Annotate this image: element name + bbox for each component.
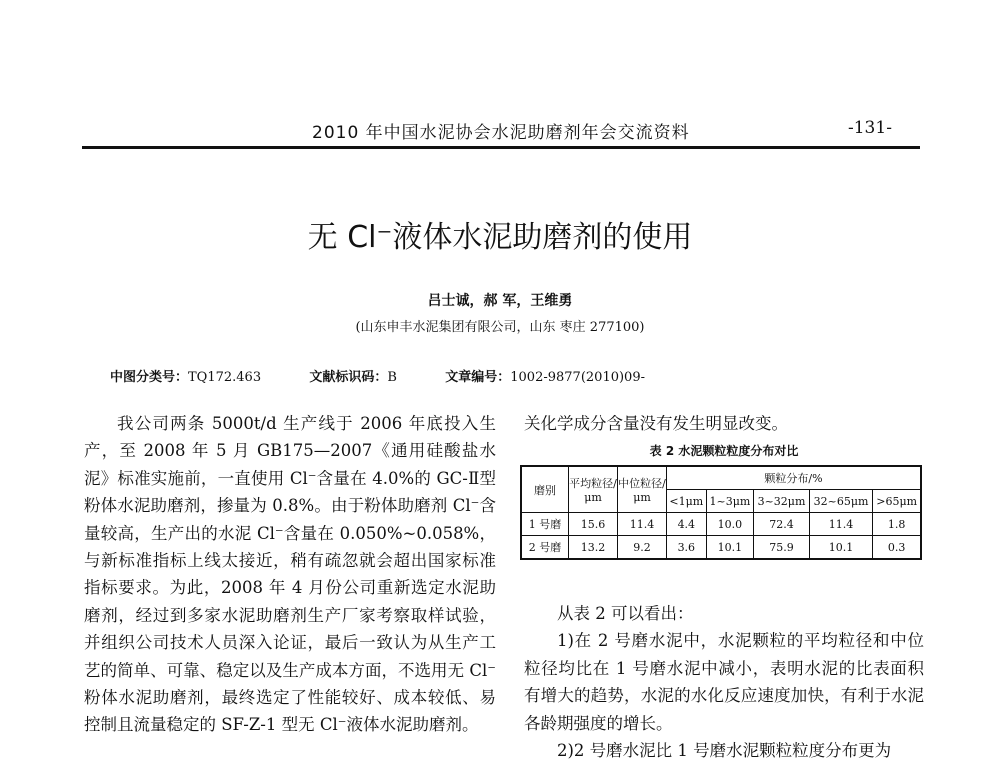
doc-label: 文献标识码：: [309, 370, 388, 385]
cell-d4: 10.1: [809, 536, 873, 560]
clc-code: [110, 366, 261, 385]
point-2: 2)2 号磨水泥比 1 号磨水泥颗粒粒度分布更为: [557, 741, 892, 761]
cell-d5: 0.3: [873, 536, 921, 560]
from-table-line: 从表 2 可以看出：: [557, 604, 694, 623]
affiliation: (山东申丰水泥集团有限公司，山东 枣庄 277100): [355, 320, 645, 335]
cell-d2: 10.0: [706, 513, 754, 536]
cell-avg: 15.6: [569, 513, 618, 536]
th-3-32: 3~32μm: [754, 490, 810, 513]
id-label: 文章编号：: [445, 370, 511, 385]
cell-d1: 3.6: [667, 536, 707, 560]
table-caption: 表 2 水泥颗粒粒度分布对比: [649, 444, 799, 458]
cell-median: 9.2: [618, 536, 667, 560]
doc-code: [309, 366, 397, 385]
table-row: [521, 536, 921, 560]
authors: 吕士诚，郝 军，王维勇: [427, 293, 573, 309]
doc-value: B: [387, 370, 397, 385]
continued-line: 关化学成分含量没有发生明显改变。: [524, 414, 788, 433]
cell-d4: 11.4: [809, 513, 873, 536]
cell-d3: 75.9: [754, 536, 810, 560]
particle-size-table: [520, 465, 922, 560]
page-number: -131-: [848, 118, 892, 138]
header-title: 2010 年中国水泥协会水泥助磨剂年会交流资料: [312, 123, 690, 143]
th-32-65: 32~65μm: [809, 490, 873, 513]
classification-line: [110, 366, 645, 385]
article-id: [445, 366, 645, 385]
article-title: 无 Cl⁻液体水泥助磨剂的使用: [307, 220, 693, 255]
th-gt65: >65μm: [873, 490, 921, 513]
cell-mill: 2 号磨: [521, 536, 569, 560]
th-lt1: <1μm: [667, 490, 707, 513]
cell-mill: 1 号磨: [521, 513, 569, 536]
right-column-top: [524, 410, 924, 437]
cell-d3: 72.4: [754, 513, 810, 536]
running-header: [0, 118, 1000, 142]
point-1: 1)在 2 号磨水泥中，水泥颗粒的平均粒径和中位粒径均比在 1 号磨水泥中减小，表明水泥的比表面积有增大的趋势，水泥的水化反应速度加快，有利于水泥各龄期强度的增长。: [524, 631, 924, 733]
th-mill: 磨别: [521, 466, 569, 513]
id-value: 1002-9877(2010)09-: [510, 370, 645, 385]
clc-value: TQ172.463: [188, 370, 262, 385]
cell-median: 11.4: [618, 513, 667, 536]
cell-d5: 1.8: [873, 513, 921, 536]
body-paragraph: 我公司两条 5000t/d 生产线于 2006 年底投入生产，至 2008 年 5 月 GB175—2007《通用硅酸盐水泥》标准实施前，一直使用 Cl⁻含量在 4.0%的 GC-Ⅱ型粉体水泥助磨剂，掺量为 0.8%。由于粉体助磨剂 Cl⁻含量较高，生产出的水泥 Cl⁻含量在 0.050%~0.058%，与新标准指标上线太接近，稍有疏忽就会超出国家标准指标要求。为此，2008 年 4 月份公司重新选定水泥助磨剂，经过到多家水泥助磨剂生产厂家考察取样试验，并组织公司技术人员深入论证，最后一致认为从生产工艺的简单、可靠、稳定以及生产成本方面，不选用无 Cl⁻粉体水泥助磨剂，最终选定了性能较好、成本较低、易控制且流量稳定的 SF-Z-1 型无 Cl⁻液体水泥助磨剂。: [84, 414, 496, 735]
right-column-body: [524, 600, 924, 764]
th-distribution: 颗粒分布/%: [667, 466, 922, 490]
th-1-3: 1~3μm: [706, 490, 754, 513]
cell-d2: 10.1: [706, 536, 754, 560]
table-row: [521, 513, 921, 536]
header-rule: [82, 146, 920, 149]
cell-avg: 13.2: [569, 536, 618, 560]
cell-d1: 4.4: [667, 513, 707, 536]
clc-label: 中图分类号：: [110, 370, 189, 385]
th-avg: 平均粒径/μm: [569, 466, 618, 513]
left-column: [84, 410, 496, 739]
th-median: 中位粒径/μm: [618, 466, 667, 513]
